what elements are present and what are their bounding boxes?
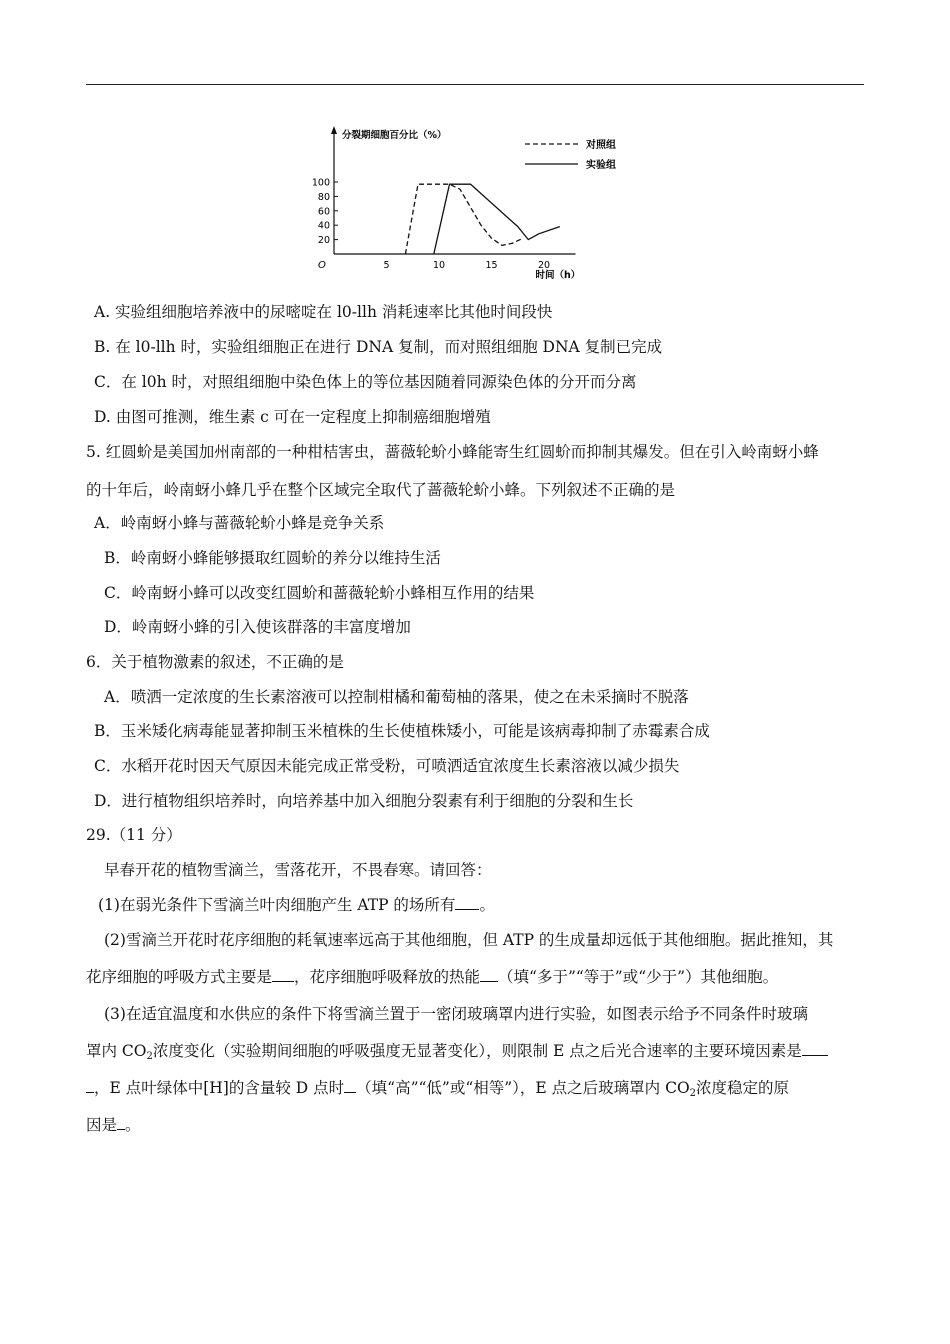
header-rule [86,84,864,85]
option-4c: C．在 l0h 时，对照组细胞中染色体上的等位基因随着同源染色体的分开而分离 [94,373,637,391]
question-29-part3-cont3: 因是 。 [86,1116,141,1134]
question-29-part2: (2)雪滴兰开花时花序细胞的耗氧速率远高于其他细胞，但 ATP 的生成量却远低于其他细胞。据此推知，其 [104,931,834,949]
question-6-stem: 6．关于植物激素的叙述，不正确的是 [86,653,344,671]
question-29-part3-cont: 罩内 $CO_2$浓度变化（实验期间细胞的呼吸强度无显著变化），则限制 E 点之后光合速率的主要环境因素是 [86,1041,828,1067]
question-29-part2-cont: 花序细胞的呼吸方式主要是 ，花序细胞呼吸释放的热能 （填“多于”“等于”或“少于”）其他细胞。 [86,968,779,986]
y-tick-label: 100 [311,177,330,189]
answer-blank[interactable] [86,1078,94,1093]
question-29-intro: 早春开花的植物雪滴兰，雪落花开，不畏春寒。请回答： [104,861,492,879]
option-4a: A. 实验组细胞培养液中的尿嘧啶在 l0-llh 消耗速率比其他时间段快 [94,303,553,321]
y-tick-label: 60 [317,206,330,218]
option-5b: B．岭南蚜小蜂能够摄取红圆蚧的养分以维持生活 [104,549,441,567]
answer-blank[interactable] [344,1078,356,1093]
x-axis-label: 时间（h） [535,270,581,281]
option-6b: B．玉米矮化病毒能显著抑制玉米植株的生长使植株矮小，可能是该病毒抑制了赤霉素合成 [94,722,710,740]
question-5-stem: 5. 红圆蚧是美国加州南部的一种柑桔害虫，蔷薇轮蚧小蜂能寄生红圆蚧而抑制其爆发。但在引入岭南蚜小蜂 [86,443,819,461]
option-6a: A．喷洒一定浓度的生长素溶液可以控制柑橘和葡萄柚的落果，使之在未采摘时不脱落 [104,688,689,706]
option-6c: C．水稻开花时因天气原因未能完成正常受粉，可喷洒适宜浓度生长素溶液以减少损失 [94,757,680,775]
x-tick-label: 15 [485,260,498,271]
cell-division-chart [300,118,640,290]
x-tick-label: 5 [383,260,390,271]
experiment-group-line [434,184,560,254]
legend-label: 对照组 [586,140,616,151]
y-tick-label: 40 [317,220,330,232]
answer-blank[interactable] [117,1115,125,1130]
y-tick-label: 80 [317,191,330,203]
option-5d: D．岭南蚜小蜂的引入使该群落的丰富度增加 [104,618,411,636]
question-29-part1: (1)在弱光条件下雪滴兰叶肉细胞产生 ATP 的场所有 。 [98,896,495,914]
control-group-line [405,184,523,254]
answer-blank[interactable] [802,1041,828,1056]
option-4b: B. 在 l0-llh 时，实验组细胞正在进行 DNA 复制，而对照组细胞 DNA 复制已完成 [94,338,663,356]
y-axis-label: 分裂期细胞百分比（%） [342,130,447,141]
option-6d: D．进行植物组织培养时，向培养基中加入细胞分裂素有利于细胞的分裂和生长 [94,792,634,810]
origin-label: O [318,260,326,271]
legend-label: 实验组 [586,160,616,171]
answer-blank[interactable] [455,895,479,910]
answer-blank[interactable] [272,967,294,982]
answer-blank[interactable] [480,967,498,982]
question-29-part3-cont2: ，E 点叶绿体中[H]的含量较 D 点时 （填“高”“低”或“相等”），E 点之后玻璃罩内 $CO_2$浓度稳定的原 [86,1078,789,1104]
y-tick-label: 20 [317,235,330,247]
option-5c: C．岭南蚜小蜂可以改变红圆蚧和蔷薇轮蚧小蜂相互作用的结果 [104,584,535,602]
question-29-part3: (3)在适宜温度和水供应的条件下将雪滴兰置于一密闭玻璃罩内进行实验，如图表示给予不同条件时玻璃 [104,1005,808,1023]
x-tick-label: 10 [432,260,446,271]
y-axis-arrow [331,126,337,134]
option-4d: D. 由图可推测，维生素 c 可在一定程度上抑制癌细胞增殖 [94,408,491,426]
question-5-stem-cont: 的十年后，岭南蚜小蜂几乎在整个区域完全取代了蔷薇轮蚧小蜂。下列叙述不正确的是 [86,481,676,499]
option-5a: A．岭南蚜小蜂与蔷薇轮蚧小蜂是竞争关系 [94,514,385,532]
x-tick-label: 20 [537,260,551,271]
question-29-heading: 29.（11 分） [86,826,182,844]
